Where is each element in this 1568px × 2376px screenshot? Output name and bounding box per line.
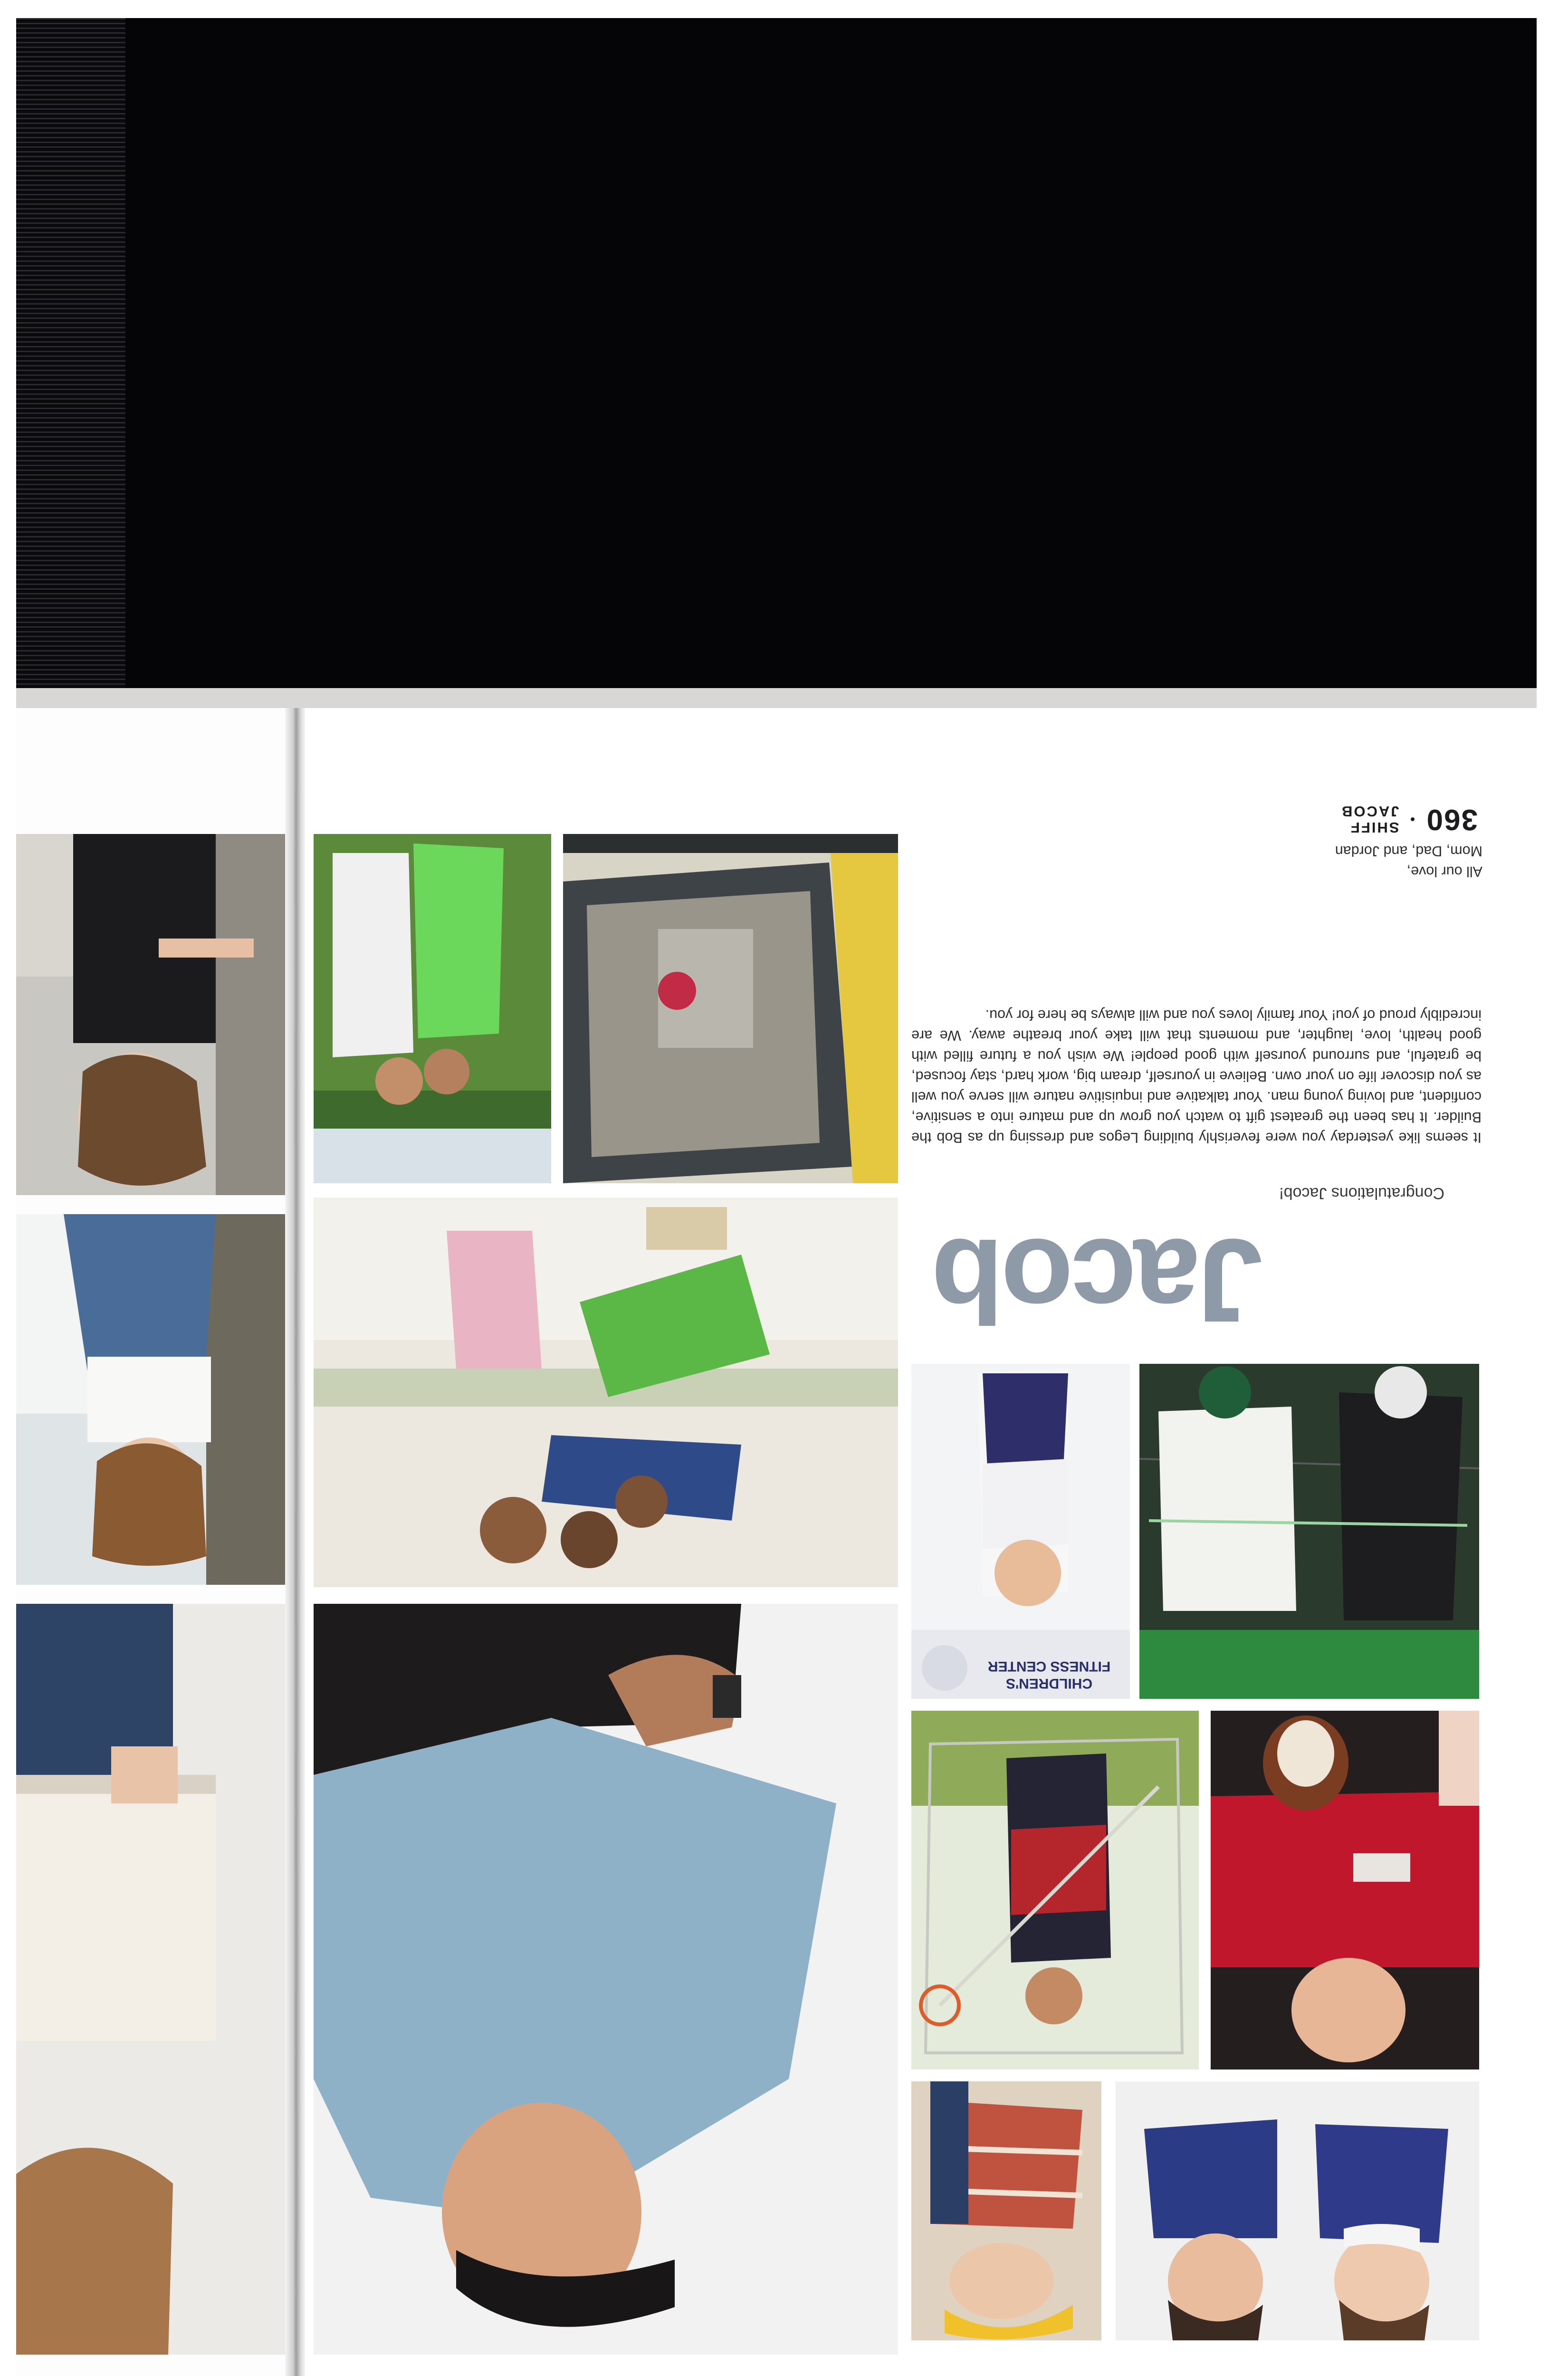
scan-stripe	[16, 18, 125, 688]
title-block	[911, 1215, 1263, 1347]
photo-lacrosse-goal	[911, 1711, 1199, 2069]
photo-girl-portrait-2	[16, 1604, 285, 2355]
header-dot	[1411, 818, 1415, 822]
scan-black-area	[16, 18, 1537, 688]
photo-girl-portrait-1	[16, 834, 285, 1195]
photo-kids-dressed	[1116, 2081, 1479, 2340]
page-header	[1321, 784, 1478, 836]
photo-golf-course	[314, 834, 551, 1183]
header-last-name: SHIFF	[1349, 819, 1399, 836]
signature-text: Mom, Dad, and Jordan	[1335, 843, 1482, 859]
fitness-sign-text: CHILDREN'S FITNESS CENTER	[987, 1658, 1111, 1691]
book-cover-edge	[16, 688, 1537, 710]
congrats-block	[1140, 1174, 1444, 1202]
photo-beach-family	[314, 1198, 898, 1587]
photo-golf-cart	[563, 834, 898, 1183]
photo-kid-dog	[1211, 1711, 1479, 2069]
signoff-text: All our love,	[1406, 863, 1482, 880]
message-block	[911, 881, 1482, 1148]
photo-fitness-center	[911, 1364, 1130, 1699]
photo-girl-beach	[16, 1214, 285, 1585]
signature-block	[1283, 834, 1482, 881]
photo-hard-hat	[911, 2081, 1101, 2340]
message-text: It seems like yesterday you were feverishly building Legos and dressing up as Bob the Builder. It has been the greatest gift to watch you grow up and mature into a sensitive, confident, and loving young man. Your talkative and inquisitive nature will serve you well as you discover life on your own. Believe in yourself, dream big, work hard, stay focused, be grateful, and surround yourself with good people! We wish you a future filled with good health, love, laughter, and moments that will take your breathe away. We are incredibly proud of you! Your family loves you and will always be here for you.	[911, 1007, 1482, 1146]
page-number: 360	[1425, 803, 1478, 836]
page-title: Jacob	[934, 1215, 1263, 1347]
congrats-text: Congratulations Jacob!	[1279, 1184, 1444, 1202]
photo-portrait-jacob	[314, 1604, 898, 2355]
photo-lacrosse-teammates	[1139, 1364, 1479, 1699]
book-gutter	[285, 708, 305, 2376]
fitness-sign	[978, 1635, 1120, 1692]
header-first-name: JACOB	[1340, 803, 1399, 820]
